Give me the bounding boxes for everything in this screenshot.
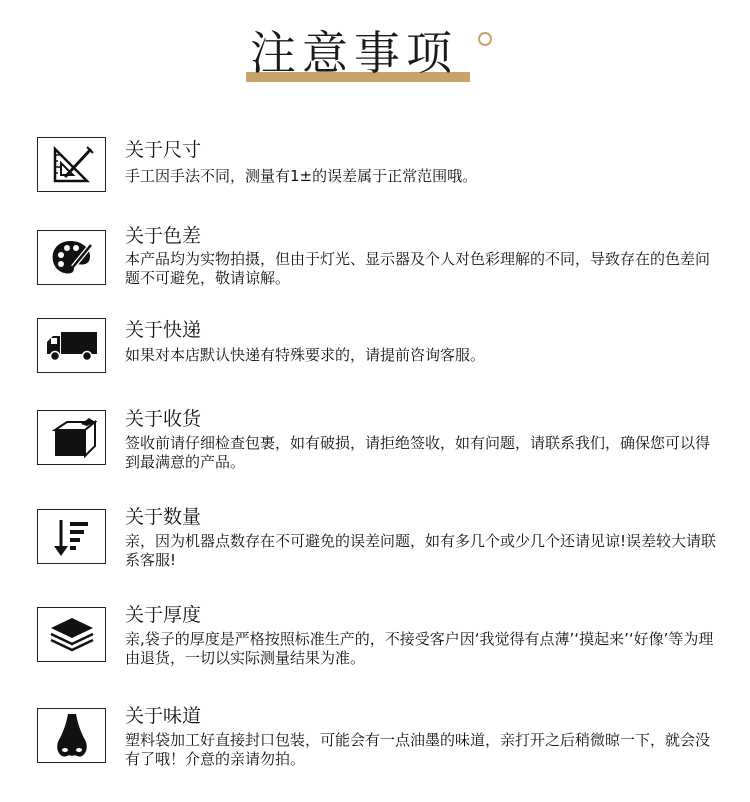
item-description: 亲,袋子的厚度是严格按照标准生产的，不接受客户因‘我觉得有点薄’‘摸起来’‘好像’等为理由退货，一切以实际测量结果为准。 — [125, 630, 714, 667]
item-description: 亲，因为机器点数存在不可避免的误差问题，如有多几个或少几个还请见谅!误差较大请联系客服! — [125, 532, 717, 569]
box-icon — [37, 410, 106, 465]
item-title: 关于快递 — [125, 319, 202, 341]
page-title: 注意事项 — [250, 26, 458, 80]
item-title: 关于厚度 — [125, 604, 202, 626]
ruler-triangle-icon — [37, 137, 106, 192]
item-title: 关于味道 — [125, 705, 202, 727]
palette-icon — [37, 230, 106, 285]
truck-icon — [37, 318, 106, 373]
item-title: 关于尺寸 — [125, 139, 202, 161]
item-title: 关于收货 — [125, 408, 202, 430]
item-description: 如果对本店默认快递有特殊要求的，请提前咨询客服。 — [125, 346, 486, 364]
item-description: 签收前请仔细检查包裹，如有破损，请拒绝签收，如有问题，请联系我们，确保您可以得到最满意的产品。 — [125, 434, 711, 471]
item-description: 本产品均为实物拍摄，但由于灯光、显示器及个人对色彩理解的不同，导致存在的色差问题不可避免，敬请谅解。 — [125, 250, 711, 287]
sort-list-icon — [37, 509, 106, 564]
title-circle-ornament — [478, 32, 492, 46]
item-title: 关于色差 — [125, 225, 202, 247]
nose-icon — [37, 708, 106, 763]
item-description: 手工因手法不同，测量有1±的误差属于正常范围哦。 — [125, 167, 478, 185]
layers-icon — [37, 607, 106, 662]
page-header — [0, 22, 750, 92]
item-title: 关于数量 — [125, 506, 202, 528]
item-description: 塑料袋加工好直接封口包装，可能会有一点油墨的味道，亲打开之后稍微晾一下，就会没有了哦！介意的亲请勿拍。 — [125, 731, 711, 768]
